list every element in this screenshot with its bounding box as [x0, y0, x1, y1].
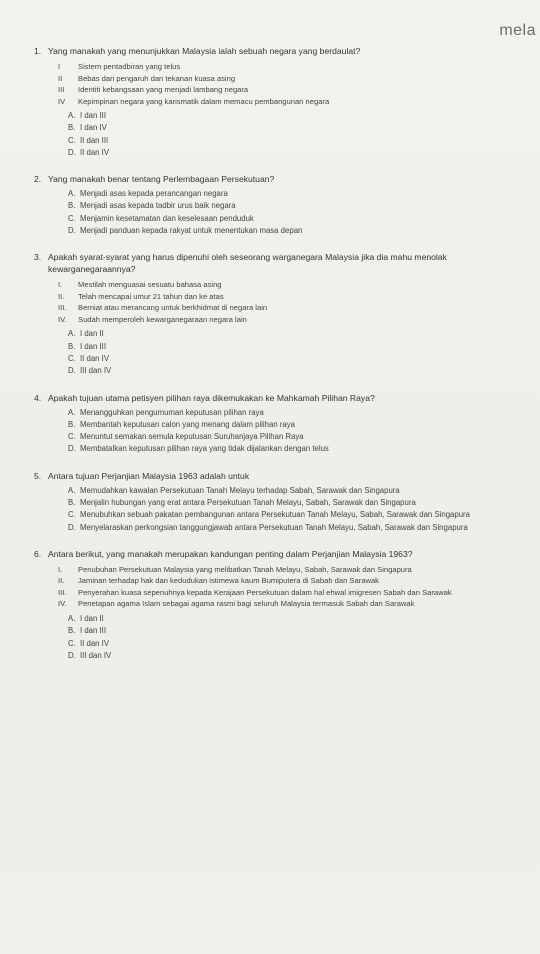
option-text: Membantah keputusan calon yang menang dalam pilihan raya — [80, 419, 295, 429]
option-text: II dan IV — [80, 353, 110, 363]
option-letter: B. — [68, 498, 76, 508]
statement-numeral: IV. — [58, 314, 67, 324]
option-text: Menjadi asas kepada perancangan negara — [80, 189, 228, 199]
question-number: 5. — [34, 470, 42, 481]
question-header — [34, 548, 534, 560]
statement-numeral: II. — [58, 291, 65, 301]
statement-numeral: III — [58, 85, 65, 94]
question-list — [34, 45, 534, 676]
question-header — [34, 173, 534, 185]
statement-list — [58, 564, 534, 610]
statement-item — [58, 598, 534, 610]
statement-numeral: III. — [58, 587, 67, 597]
answer-option[interactable] — [68, 509, 534, 521]
answer-option[interactable] — [68, 419, 534, 431]
option-text: II dan IV — [80, 638, 110, 648]
statement-item — [58, 587, 534, 599]
option-letter: D. — [68, 226, 76, 236]
answer-option[interactable] — [68, 328, 534, 340]
option-letter: B. — [68, 201, 76, 211]
answer-option[interactable] — [68, 341, 534, 353]
option-letter: C. — [68, 213, 76, 223]
question-text: Antara berikut, yang manakah merupakan kandungan penting dalam Perjanjian Malaysia 1963? — [48, 548, 413, 559]
statement-text: Penubuhan Persekutuan Malaysia yang melibatkan Tanah Melayu, Sabah, Sarawak dan Singapura — [78, 564, 412, 574]
statement-text: Penyerahan kuasa sepenuhnya kepada Kerajaan Persekutuan dalam hal ehwal imigresen Sabah dan Sarawak — [78, 587, 452, 597]
option-text: Menjadi asas kepada tadbir urus baik negara — [80, 201, 236, 211]
option-text: Menuntut semakan semula keputusan Suruhanjaya Pilihan Raya — [80, 432, 304, 442]
answer-option[interactable] — [68, 650, 534, 662]
statement-list — [58, 279, 534, 325]
option-text: I dan III — [80, 341, 107, 351]
answer-options — [68, 188, 534, 237]
statement-numeral: IV — [58, 96, 66, 106]
statement-numeral: I — [58, 62, 61, 71]
question-number: 4. — [34, 392, 42, 403]
option-text: Menangguhkan pengumuman keputusan pilihan raya — [80, 407, 264, 417]
answer-options — [68, 110, 534, 159]
question-text: Antara tujuan Perjanjian Malaysia 1963 adalah untuk — [48, 470, 250, 481]
question-number: 1. — [34, 46, 42, 56]
option-letter: C. — [68, 432, 76, 442]
option-letter: D. — [68, 522, 76, 532]
option-text: I dan III — [80, 626, 107, 636]
question-header — [34, 392, 534, 404]
question-header — [34, 45, 534, 57]
question-number: 3. — [34, 252, 42, 263]
answer-option[interactable] — [68, 613, 534, 625]
answer-option[interactable] — [68, 135, 534, 147]
option-letter: D. — [68, 650, 76, 660]
statement-item — [58, 279, 534, 291]
answer-option[interactable] — [68, 213, 534, 225]
option-text: II dan III — [80, 135, 109, 145]
question-text: Yang manakah benar tentang Perlembagaan Persekutuan? — [48, 174, 275, 185]
question-number: 6. — [34, 548, 42, 559]
statement-item — [58, 84, 534, 96]
answer-option[interactable] — [68, 443, 534, 455]
answer-option[interactable] — [68, 638, 534, 650]
answer-option[interactable] — [68, 431, 534, 443]
statement-text: Telah mencapai umur 21 tahun dan ke atas — [78, 291, 224, 301]
statement-text: Bebas dari pengaruh dan tekanan kuasa asing — [78, 73, 236, 83]
option-letter: C. — [68, 353, 76, 363]
statement-item — [58, 96, 534, 108]
statement-item — [58, 73, 534, 85]
option-text: Menjadi panduan kepada rakyat untuk menentukan masa depan — [80, 226, 303, 236]
option-text: I dan II — [80, 329, 104, 339]
statement-item — [58, 564, 534, 576]
option-letter: C. — [68, 638, 76, 648]
answer-options — [68, 613, 534, 662]
option-letter: A. — [68, 613, 76, 623]
statement-numeral: I. — [58, 280, 63, 290]
answer-option[interactable] — [68, 497, 534, 509]
answer-option[interactable] — [68, 485, 534, 497]
answer-option[interactable] — [68, 625, 534, 637]
option-text: III dan IV — [80, 366, 112, 376]
option-text: I dan IV — [80, 123, 107, 133]
option-letter: B. — [68, 419, 76, 429]
option-text: Menjalin hubungan yang erat antara Persekutuan Tanah Melayu, Sabah, Sarawak dan Singapura — [80, 498, 416, 508]
statement-list — [58, 61, 534, 107]
answer-option[interactable] — [68, 225, 534, 237]
question-block — [34, 173, 534, 237]
statement-item — [58, 314, 534, 326]
question-header — [34, 251, 534, 275]
option-text: I dan III — [80, 111, 107, 120]
question-block — [34, 392, 534, 456]
option-letter: A. — [68, 485, 76, 495]
option-letter: A. — [68, 407, 76, 417]
answer-option[interactable] — [68, 200, 534, 212]
question-text: Yang manakah yang menunjukkan Malaysia ialah sebuah negara yang berdaulat? — [48, 46, 361, 56]
statement-numeral: II — [58, 73, 63, 83]
answer-option[interactable] — [68, 522, 534, 534]
question-block — [34, 470, 534, 534]
option-text: III dan IV — [80, 650, 112, 660]
statement-item — [58, 61, 534, 73]
statement-text: Penetapan agama Islam sebagai agama rasmi bagi seluruh Malaysia termasuk Sabah dan Sarawak — [78, 599, 415, 609]
option-letter: D. — [68, 366, 76, 376]
option-letter: D. — [68, 444, 76, 454]
statement-text: Jaminan terhadap hak dan kedudukan istimewa kaum Bumiputera di Sabah dan Sarawak — [78, 576, 379, 586]
statement-text: Sudah memperoleh kewarganegaraan negara lain — [78, 314, 247, 324]
statement-item — [58, 575, 534, 587]
option-letter: A. — [68, 329, 76, 339]
answer-options — [68, 407, 534, 456]
question-block — [34, 548, 534, 662]
option-letter: B. — [68, 626, 76, 636]
statement-text: Kepimpinan negara yang karismatik dalam memacu pembangunan negara — [78, 96, 330, 106]
answer-options — [68, 485, 534, 534]
question-text: Apakah tujuan utama petisyen pilihan raya dikemukakan ke Mahkamah Pilihan Raya? — [48, 392, 375, 403]
option-letter: A. — [68, 189, 76, 199]
statement-item — [58, 302, 534, 314]
option-text: Menjamin kesetamatan dan keselesaan penduduk — [80, 213, 254, 223]
statement-text: Sistem pentadbiran yang telus — [78, 62, 181, 71]
option-text: Membatalkan keputusan pilihan raya yang tidak dijalankan dengan telus — [80, 444, 329, 454]
option-letter: C. — [68, 510, 76, 520]
option-letter: B. — [68, 341, 76, 351]
question-header — [34, 470, 534, 482]
statement-text: Identiti kebangsaan yang menjadi lambang negara — [78, 85, 249, 94]
question-block — [34, 251, 534, 377]
option-text: Menyelaraskan perkongsian tanggungjawab antara Persekutuan Tanah Melayu, Sabah, Sarawak dan Singapura — [80, 522, 468, 532]
statement-numeral: I. — [58, 564, 63, 574]
statement-item — [58, 291, 534, 303]
question-text: Apakah syarat-syarat yang harus dipenuhi oleh seseorang warganegara Malaysia jika dia mahu menolak kewarganegaraannya? — [48, 252, 447, 275]
option-letter: D. — [68, 147, 76, 157]
option-text: Memudahkan kawalan Persekutuan Tanah Melayu terhadap Sabah, Sarawak dan Singapura — [80, 485, 400, 495]
answer-option[interactable] — [68, 353, 534, 365]
option-letter: B. — [68, 123, 76, 133]
answer-option[interactable] — [68, 188, 534, 200]
answer-option[interactable] — [68, 110, 534, 122]
option-text: I dan II — [80, 613, 104, 623]
option-letter: A. — [68, 111, 76, 120]
option-text: II dan IV — [80, 147, 110, 157]
statement-numeral: III. — [58, 303, 67, 313]
answer-option[interactable] — [68, 147, 534, 159]
option-text: Menubuhkan sebuah pakatan pembangunan antara Persekutuan Tanah Melayu, Sabah, Sarawak dan Singapura — [80, 510, 470, 520]
statement-text: Mestilah menguasai sesuatu bahasa asing — [78, 280, 222, 290]
answer-option[interactable] — [68, 407, 534, 419]
brand-logo-text: mela — [499, 22, 536, 39]
answer-options — [68, 328, 534, 377]
statement-text: Berniat atau merancang untuk berkhidmat di negara lain — [78, 303, 268, 313]
statement-numeral: II. — [58, 576, 65, 586]
statement-numeral: IV. — [58, 599, 67, 609]
option-letter: C. — [68, 135, 76, 145]
answer-option[interactable] — [68, 122, 534, 134]
answer-option[interactable] — [68, 365, 534, 377]
question-number: 2. — [34, 174, 42, 185]
question-block — [34, 45, 534, 159]
